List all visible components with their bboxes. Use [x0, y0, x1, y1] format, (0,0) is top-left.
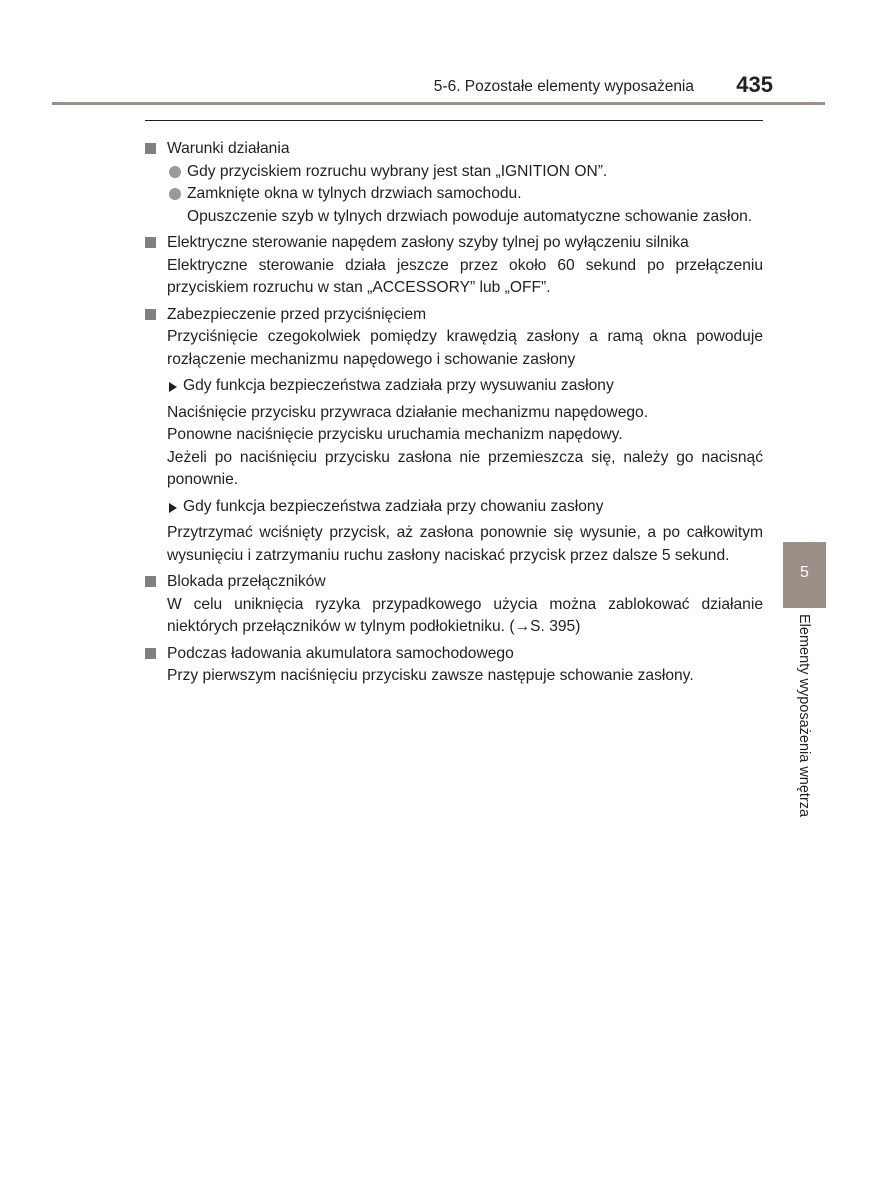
section-title: Podczas ładowania akumulatora samochodowego [167, 644, 514, 662]
circle-bullet-icon [169, 166, 181, 178]
square-bullet-icon [145, 237, 156, 248]
triangle-bullet-icon [169, 382, 177, 392]
subheading-text: Gdy funkcja bezpieczeństwa zadziała przy chowaniu zasłony [183, 497, 604, 515]
circle-bullet-icon [169, 188, 181, 200]
section-heading [167, 232, 763, 255]
section-paragraph: Przyciśnięcie czegokolwiek pomiędzy krawędzią zasłony a ramą okna powoduje rozłączenie mechanizmu napędowego i schowanie zasłony [167, 328, 763, 368]
page-content [145, 134, 763, 688]
chapter-number: 5 [800, 564, 809, 581]
list-item-text: Gdy przyciskiem rozruchu wybrany jest stan „IGNITION ON”. [187, 162, 608, 180]
list-item [167, 161, 763, 184]
section-pinch-protection [145, 304, 763, 568]
chapter-title: Elementy wyposażenia wnętrza [796, 614, 812, 818]
section-operating-conditions [145, 138, 763, 228]
section-paragraph: W celu uniknięcia ryzyka przypadkowego użycia można zablokować działanie niektórych przełączników w tylnym podłokietniku. (→S. 395) [167, 595, 763, 635]
chapter-tab [783, 542, 826, 608]
square-bullet-icon [145, 648, 156, 659]
paragraph-line: Jeżeli po naciśnięciu przycisku zasłona nie przemieszcza się, należy go nacisnąć ponownie. [167, 448, 763, 488]
section-heading [167, 571, 763, 594]
section-title: Elektryczne sterowanie napędem zasłony szyby tylnej po wyłączeniu silnika [167, 234, 689, 251]
square-bullet-icon [145, 143, 156, 154]
paragraph-line: Naciśnięcie przycisku przywraca działanie mechanizmu napędowego. [167, 403, 649, 421]
subheading [167, 496, 763, 519]
section-title: Zabezpieczenie przed przyciśnięciem [167, 305, 427, 323]
section-title: Warunki działania [167, 140, 290, 157]
subheading [167, 375, 763, 398]
square-bullet-icon [145, 309, 156, 320]
square-bullet-icon [145, 576, 156, 587]
paragraph-line: Ponowne naciśnięcie przycisku uruchamia mechanizm napędowy. [167, 426, 623, 443]
list-item [167, 183, 763, 228]
section-heading [167, 643, 763, 666]
subheading-text: Gdy funkcja bezpieczeństwa zadziała przy wysuwaniu zasłony [183, 377, 614, 394]
section-heading [167, 304, 763, 327]
header-section-title: 5-6. Pozostałe elementy wyposażenia [433, 78, 694, 95]
section-paragraph: Elektryczne sterowanie działa jeszcze przez około 60 sekund po przełączeniu przyciskiem rozruchu w stan „ACCESSORY” lub „OFF”. [167, 256, 763, 296]
section-electric-control-after-engine-off [145, 232, 763, 300]
section-switch-lock [145, 571, 763, 639]
section-title: Blokada przełączników [167, 573, 326, 590]
triangle-bullet-icon [169, 503, 177, 513]
section-paragraph: Przytrzymać wciśnięty przycisk, aż zasłona ponownie się wysunie, a po całkowitym wysunięciu i zatrzymaniu ruchu zasłony naciskać przycisk przez dalsze 5 sekund. [167, 524, 763, 564]
section-battery-charging [145, 643, 763, 688]
page-header [0, 0, 877, 110]
list-item-note: Opuszczenie szyb w tylnych drzwiach powoduje automatyczne schowanie zasłon. [187, 207, 753, 225]
content-divider [145, 120, 763, 121]
page-number: 435 [736, 72, 773, 97]
header-divider [52, 102, 825, 105]
list-item-text: Zamknięte okna w tylnych drzwiach samochodu. [187, 185, 522, 202]
section-paragraph: Przy pierwszym naciśnięciu przycisku zawsze następuje schowanie zasłony. [167, 667, 694, 684]
section-heading [167, 138, 763, 161]
